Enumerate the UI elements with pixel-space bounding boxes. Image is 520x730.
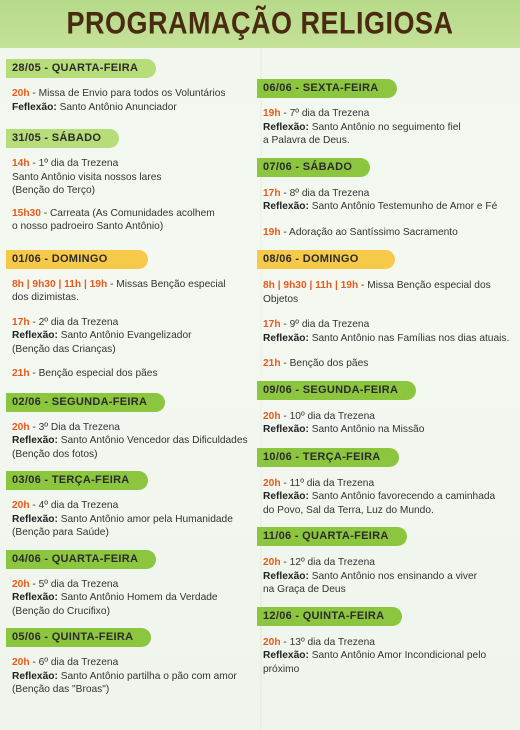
- event-line: (Benção das Crianças): [12, 343, 116, 355]
- right-column: [257, 78, 519, 676]
- day-date-bar: 02/06 - SEGUNDA-FEIRA: [6, 393, 165, 412]
- event-item: [6, 656, 261, 697]
- day-date-bar: 07/06 - SÁBADO: [257, 158, 370, 177]
- event-time: 15h30: [12, 207, 41, 219]
- day-block: [6, 470, 261, 540]
- reflection-text: Santo Antônio Vencedor das Dificuldades: [57, 435, 248, 446]
- event-item: [257, 226, 519, 240]
- event-item: [6, 421, 261, 462]
- event-line: na Graça de Deus: [263, 584, 346, 595]
- event-line: (Benção para Saúde): [12, 527, 109, 538]
- event-time: 20h: [12, 500, 30, 511]
- day-date-bar: 09/06 - SEGUNDA-FEIRA: [257, 381, 416, 400]
- event-time: 17h: [12, 316, 30, 328]
- event-item: [6, 499, 261, 540]
- reflection-text: Santo Antônio nos ensinando a viver: [308, 570, 478, 582]
- event-text: - 11º dia da Trezena: [280, 477, 375, 489]
- event-item: [257, 318, 519, 345]
- reflection-text: Santo Antônio Evangelizador: [57, 330, 192, 341]
- day-block: [257, 526, 519, 597]
- day-block: [257, 380, 519, 437]
- reflection-text: Santo Antônio Homem da Verdade: [57, 592, 218, 603]
- day-block: [257, 78, 519, 148]
- event-text: - 1º dia da Trezena: [29, 158, 119, 169]
- event-item: [257, 357, 519, 371]
- event-time: 20h: [12, 88, 30, 99]
- left-column: [6, 58, 261, 697]
- event-item: [6, 87, 261, 114]
- reflection-text: Santo Antônio Anunciador: [56, 101, 177, 113]
- event-item: [257, 187, 519, 214]
- event-item: [257, 279, 519, 306]
- event-item: [257, 636, 519, 677]
- event-time: 21h: [263, 358, 281, 369]
- day-block: [6, 392, 261, 462]
- event-line: (Benção dos fotos): [12, 448, 98, 460]
- event-line: (Benção das "Broas"): [12, 684, 110, 695]
- event-time: 19h: [263, 226, 281, 238]
- day-date-bar: 31/05 - SÁBADO: [6, 129, 119, 148]
- event-time: 20h: [12, 421, 30, 433]
- reflection-text: Santo Antônio na Missão: [308, 424, 425, 435]
- event-text: - 4º dia da Trezena: [29, 500, 119, 511]
- event-text: - Missas Benção especial: [107, 278, 226, 290]
- day-block: [257, 249, 519, 371]
- event-text: - Missa de Envio para todos os Voluntários: [29, 88, 226, 99]
- day-date-bar: 03/06 - TERÇA-FEIRA: [6, 471, 148, 490]
- event-time: 19h: [263, 108, 281, 119]
- day-block: [257, 447, 519, 518]
- event-item: [6, 578, 261, 619]
- reflection-text: Santo Antônio no seguimento fiel: [308, 121, 461, 133]
- reflection-label: Reflexão:: [263, 424, 309, 435]
- day-block: [257, 157, 519, 240]
- day-block: [6, 58, 261, 114]
- reflection-label: Reflexão:: [263, 332, 309, 344]
- reflection-text: Santo Antônio amor pela Humanidade: [57, 513, 233, 525]
- event-text: - 5º dia da Trezena: [29, 578, 119, 590]
- reflection-label: Reflexão:: [263, 121, 309, 133]
- event-time: 8h | 9h30 | 11h | 19h: [12, 278, 108, 290]
- event-text: - 9º dia da Trezena: [280, 319, 370, 330]
- day-date-bar: 12/06 - QUINTA-FEIRA: [257, 607, 402, 626]
- event-text: - 8º dia da Trezena: [280, 187, 370, 199]
- reflection-text: Santo Antônio partilha o pão com amor: [57, 670, 237, 682]
- event-item: [257, 477, 519, 518]
- reflection-text: Santo Antônio favorecendo a caminhada: [308, 491, 496, 502]
- event-time: 8h | 9h30 | 11h | 19h: [263, 280, 359, 291]
- reflection-label: Reflexão:: [263, 491, 309, 502]
- event-text: - Carreata (As Comunidades acolhem: [40, 207, 215, 219]
- day-block: [6, 249, 261, 381]
- day-date-bar: 04/06 - QUARTA-FEIRA: [6, 550, 156, 569]
- event-line: (Benção do Crucifixo): [12, 605, 110, 617]
- event-time: 20h: [263, 557, 281, 568]
- event-text: - 2º dia da Trezena: [29, 316, 119, 328]
- event-line: (Benção do Terço): [12, 185, 96, 196]
- event-time: 20h: [12, 657, 30, 668]
- day-date-bar: 28/05 - QUARTA-FEIRA: [6, 59, 156, 78]
- event-time: 20h: [263, 410, 281, 422]
- day-date-bar: 10/06 - TERÇA-FEIRA: [257, 448, 399, 467]
- day-date-bar: 08/06 - DOMINGO: [257, 250, 395, 269]
- event-line: a Palavra de Deus.: [263, 135, 350, 146]
- reflection-label: Reflexão:: [12, 330, 58, 341]
- reflection-text: Santo Antônio Testemunho de Amor e Fé: [308, 201, 498, 212]
- event-item: [257, 410, 519, 437]
- event-time: 17h: [263, 319, 281, 330]
- day-block: [6, 627, 261, 697]
- event-item: [6, 316, 261, 357]
- day-block: [257, 606, 519, 677]
- reflection-label: Reflexão:: [263, 650, 309, 661]
- event-line: Santo Antônio visita nossos lares: [12, 171, 162, 183]
- event-item: [6, 278, 261, 305]
- page-title: PROGRAMAÇÃO RELIGIOSA: [66, 5, 454, 41]
- event-text: - Adoração ao Santíssimo Sacramento: [280, 226, 458, 238]
- event-line: o nosso padroeiro Santo Antônio): [12, 221, 164, 232]
- event-item: [6, 367, 261, 381]
- event-item: [257, 107, 519, 148]
- event-text: - 6º dia da Trezena: [29, 657, 119, 668]
- event-item: [6, 207, 261, 234]
- event-text: - 3º Dia da Trezena: [29, 421, 120, 433]
- event-text: - 10º dia da Trezena: [280, 410, 375, 422]
- reflection-label: Reflexão:: [12, 670, 58, 682]
- event-time: 17h: [263, 187, 281, 199]
- reflection-label: Feflexão:: [12, 101, 57, 113]
- day-date-bar: 05/06 - QUINTA-FEIRA: [6, 628, 151, 647]
- event-line: do Povo, Sal da Terra, Luz do Mundo.: [263, 504, 434, 516]
- event-time: 20h: [263, 477, 281, 489]
- day-block: [6, 549, 261, 619]
- reflection-label: Reflexão:: [263, 570, 309, 582]
- event-item: [6, 157, 261, 198]
- event-text: - 7º dia da Trezena: [280, 108, 370, 119]
- day-block: [6, 128, 261, 234]
- event-time: 14h: [12, 158, 30, 169]
- reflection-label: Reflexão:: [263, 201, 309, 212]
- event-time: 21h: [12, 368, 30, 379]
- event-time: 20h: [12, 578, 30, 590]
- day-date-bar: 06/06 - SEXTA-FEIRA: [257, 79, 397, 98]
- day-date-bar: 11/06 - QUARTA-FEIRA: [257, 527, 407, 546]
- event-text: - Missa Benção especial dos Objetos: [263, 280, 491, 305]
- event-text: - 13º dia da Trezena: [280, 636, 375, 648]
- reflection-label: Reflexão:: [12, 592, 58, 603]
- event-text: - Benção especial dos pães: [29, 368, 158, 379]
- event-line: dos dizimistas.: [12, 292, 79, 303]
- event-item: [257, 556, 519, 597]
- event-text: - 12º dia da Trezena: [280, 557, 375, 568]
- reflection-text: Santo Antônio nas Famílias nos dias atuais.: [308, 332, 510, 344]
- event-text: - Benção dos pães: [280, 358, 369, 369]
- reflection-label: Reflexão:: [12, 513, 58, 525]
- reflection-label: Reflexão:: [12, 435, 58, 446]
- day-date-bar: 01/06 - DOMINGO: [6, 250, 148, 269]
- reflection-text: Santo Antônio Amor Incondicional pelo próximo: [263, 650, 487, 675]
- event-time: 20h: [263, 636, 281, 648]
